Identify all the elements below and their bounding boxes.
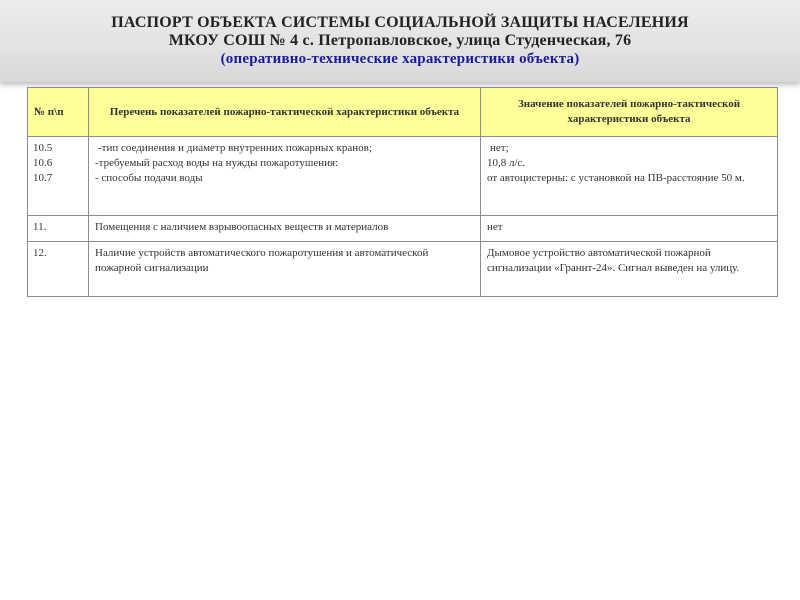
table-header-row (28, 88, 778, 137)
value-line: Дымовое устройство автоматической пожарной сигнализации «Гранит-24». Сигнал выведен на улицу. (487, 247, 740, 274)
indicator-cell (89, 216, 481, 242)
row-number: 11. (33, 221, 47, 233)
column-header-value: Значение показателей пожарно-тактической характеристики объекта (481, 88, 778, 137)
value-line: 10,8 л/с. (487, 157, 526, 169)
characteristics-table-wrap (27, 87, 777, 297)
column-header-indicator: Перечень показателей пожарно-тактической характеристики объекта (89, 88, 481, 137)
value-cell (481, 242, 778, 297)
column-header-number: № п\п (28, 88, 89, 137)
indicator-line: Помещения с наличием взрывоопасных веществ и материалов (95, 221, 389, 233)
value-cell (481, 137, 778, 216)
row-number: 10.7 (33, 172, 53, 184)
title-line-2: МКОУ СОШ № 4 с. Петропавловское, улица Студенческая, 76 (168, 32, 632, 49)
title-subtitle: (оперативно-технические характеристики объекта) (220, 51, 580, 67)
characteristics-table (27, 87, 778, 297)
table-row (28, 216, 778, 242)
value-cell (481, 216, 778, 242)
indicator-line: -требуемый расход воды на нужды пожаротушения: (95, 157, 339, 169)
table-row (28, 242, 778, 297)
value-line: нет (487, 221, 503, 233)
row-number: 12. (33, 247, 47, 259)
row-number-cell (28, 216, 89, 242)
indicator-line: -тип соединения и диаметр внутренних пожарных кранов; (98, 142, 372, 154)
title-line-1: ПАСПОРТ ОБЪЕКТА СИСТЕМЫ СОЦИАЛЬНОЙ ЗАЩИТЫ НАСЕЛЕНИЯ (111, 14, 689, 31)
value-line: от автоцистерны: с установкой на ПВ-расстояние 50 м. (487, 172, 745, 184)
table-row (28, 137, 778, 216)
indicator-line: Наличие устройств автоматического пожаротушения и автоматической пожарной сигнализации (95, 247, 429, 274)
row-number: 10.6 (33, 157, 53, 169)
indicator-cell (89, 242, 481, 297)
indicator-cell (89, 137, 481, 216)
indicator-line: - способы подачи воды (95, 172, 203, 184)
page-title (0, 14, 800, 68)
row-number-cell (28, 242, 89, 297)
value-line: нет; (490, 142, 509, 154)
row-number-cell (28, 137, 89, 216)
row-number: 10.5 (33, 142, 53, 154)
